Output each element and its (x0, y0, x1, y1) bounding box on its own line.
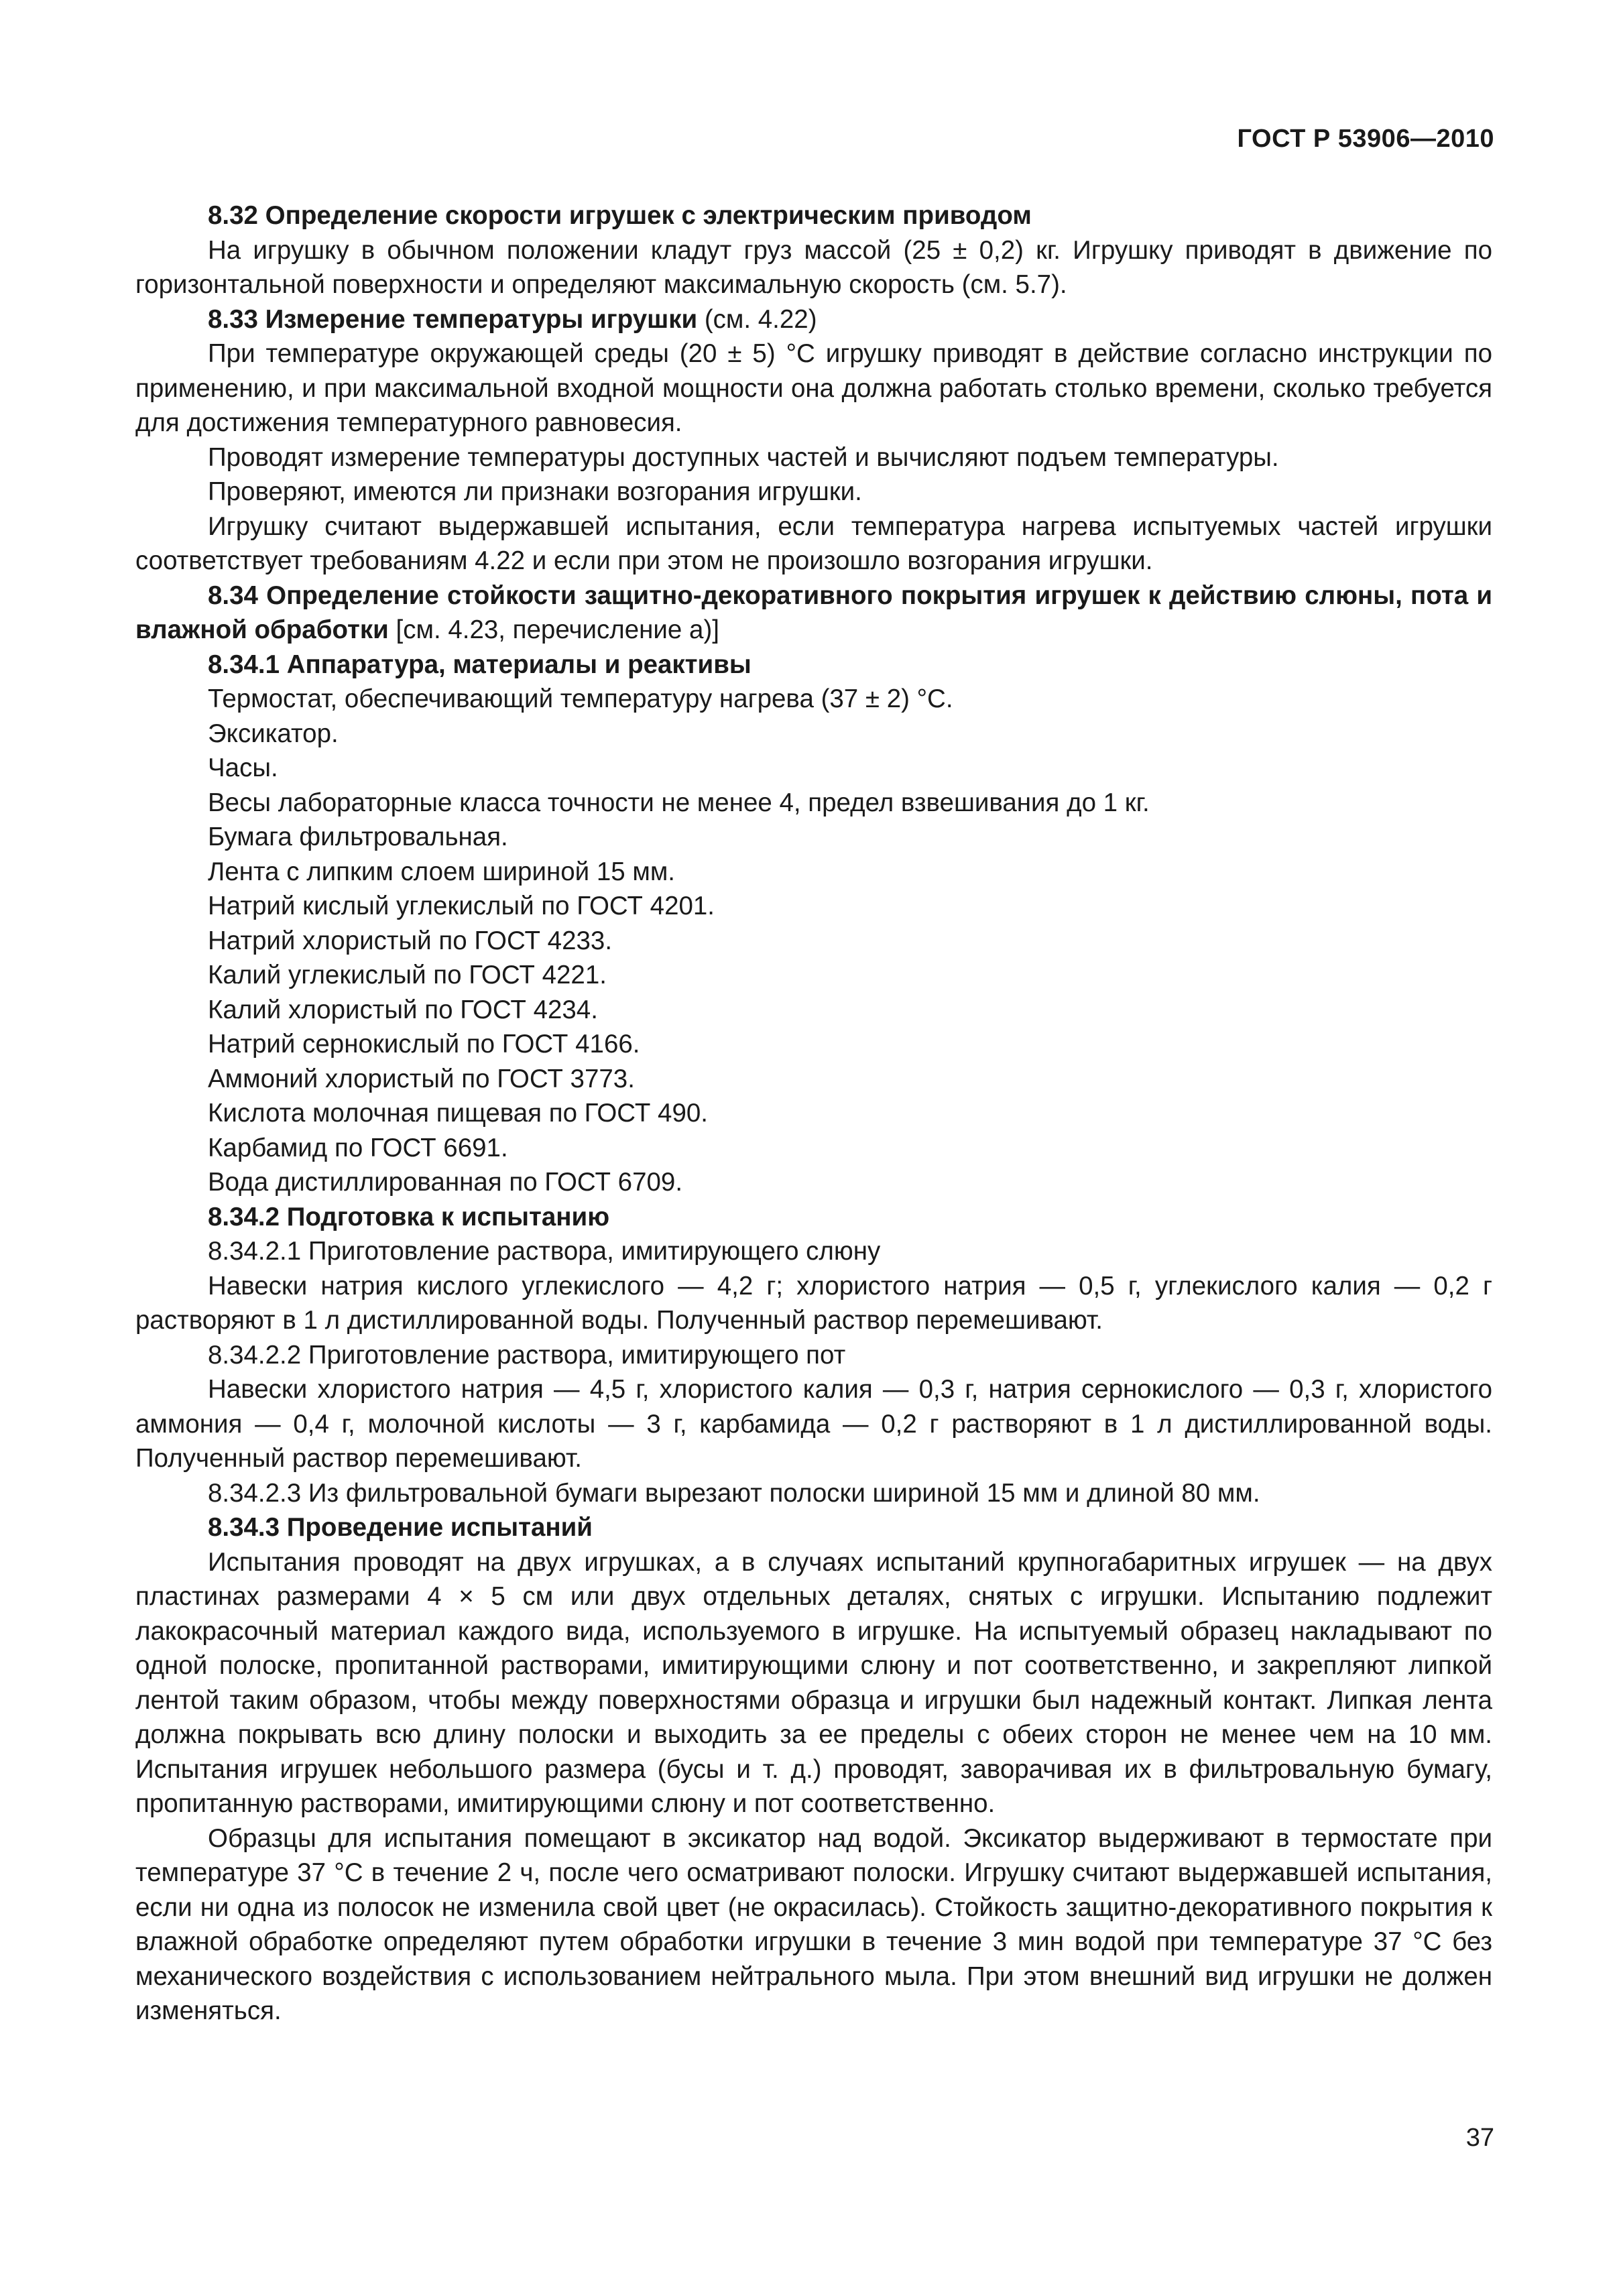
section-8-34-3-paragraph-2: Образцы для испытания помещают в эксикатор над водой. Эксикатор выдерживают в термостате при температуре 37 °С в течение 2 ч, после чего осматривают полоски. Игрушку считают выдержавшей испытания, если ни одна из полосок не изменила свой цвет (не окрасилась). Стойкость защитно-декоративного покрытия к влажной обработке определяют путем обработки игрушки в течение 3 мин водой при температуре 37 °С без механического воздействия с использованием нейтрального мыла. При этом внешний вид игрушки не должен изменяться. (135, 1823, 1492, 2025)
document-body (135, 198, 1492, 2029)
equipment-item: Лента с липким слоем шириной 15 мм. (208, 857, 676, 886)
section-8-34-2-heading: 8.34.2 Подготовка к испытанию (208, 1202, 610, 1231)
section-8-33-paragraph-4: Игрушку считают выдержавшей испытания, если температура нагрева испытуемых частей игрушки соответствует требованиям 4.22 и если при этом не произошло возгорания игрушки. (135, 511, 1492, 575)
equipment-item: Калий хлористый по ГОСТ 4234. (208, 995, 598, 1024)
section-8-34-2-2-title: 8.34.2.2 Приготовление раствора, имитирующего пот (208, 1340, 846, 1370)
section-8-34-2-1-title: 8.34.2.1 Приготовление раствора, имитирующего слюну (208, 1237, 881, 1266)
section-8-33-paragraph-3: Проверяют, имеются ли признаки возгорания игрушки. (208, 477, 862, 506)
equipment-item: Часы. (208, 753, 278, 782)
section-8-34-1-heading: 8.34.1 Аппаратура, материалы и реактивы (208, 650, 752, 679)
section-8-34-3-paragraph-1: Испытания проводят на двух игрушках, а в случаях испытаний крупногабаритных игрушек — на двух пластинах размерами 4 × 5 см или двух отдельных деталях, снятых с игрушки. Испытанию подлежит лакокрасочный материал каждого вида, используемого в игрушке. На испытуемый образец накладывают по одной полоске, пропитанной растворами, имитирующими слюну и пот соответственно, и закрепляют липкой лентой таким образом, чтобы между поверхностями образца и игрушки был надежный контакт. Липкая лента должна покрывать всю длину полоски и выходить за ее пределы с обеих сторон не менее чем на 10 мм. Испытания игрушек небольшого размера (бусы и т. д.) проводят, заворачивая их в фильтровальную бумагу, пропитанную растворами, имитирующими слюну и пот соответственно. (135, 1547, 1492, 1818)
equipment-item: Натрий кислый углекислый по ГОСТ 4201. (208, 892, 715, 920)
section-8-34-2-3-text: 8.34.2.3 Из фильтровальной бумаги вырезают полоски шириной 15 мм и длиной 80 мм. (208, 1478, 1260, 1508)
section-8-33-paragraph-2: Проводят измерение температуры доступных частей и вычисляют подъем температуры. (208, 442, 1279, 472)
equipment-item: Весы лабораторные класса точности не менее 4, предел взвешивания до 1 кг. (208, 788, 1150, 817)
equipment-item: Аммоний хлористый по ГОСТ 3773. (208, 1064, 635, 1093)
section-8-33-heading: 8.33 Измерение температуры игрушки (см. 4.22) (208, 304, 817, 334)
equipment-item: Карбамид по ГОСТ 6691. (208, 1133, 508, 1162)
equipment-item: Калий углекислый по ГОСТ 4221. (208, 961, 607, 989)
equipment-item: Эксикатор. (208, 719, 339, 748)
equipment-item: Термостат, обеспечивающий температуру нагрева (37 ± 2) °С. (208, 684, 953, 713)
section-8-33-paragraph-1: При температуре окружающей среды (20 ± 5) °С игрушку приводят в действие согласно инструкции по применению, и при максимальной входной мощности она должна работать столько времени, сколько требуется для достижения температурного равновесия. (135, 339, 1492, 437)
standard-header: ГОСТ Р 53906—2010 (1237, 125, 1494, 153)
section-8-32-text: На игрушку в обычном положении кладут груз массой (25 ± 0,2) кг. Игрушку приводят в движение по горизонтальной поверхности и определяют максимальную скорость (см. 5.7). (135, 235, 1492, 299)
equipment-item: Натрий сернокислый по ГОСТ 4166. (208, 1030, 640, 1059)
equipment-item: Кислота молочная пищевая по ГОСТ 490. (208, 1099, 708, 1128)
equipment-item: Бумага фильтровальная. (208, 823, 508, 851)
section-8-34-3-heading: 8.34.3 Проведение испытаний (208, 1513, 593, 1542)
section-8-32-heading: 8.32 Определение скорости игрушек с электрическим приводом (208, 201, 1032, 230)
section-8-34-2-2-text: Навески хлористого натрия — 4,5 г, хлористого калия — 0,3 г, натрия сернокислого — 0,3 г, хлористого аммония — 0,4 г, молочной кислоты — 3 г, карбамида — 0,2 г растворяют в 1 л дистиллированной воды. Полученный раствор перемешивают. (135, 1375, 1492, 1473)
page-number: 37 (1465, 2124, 1494, 2152)
equipment-item: Вода дистиллированная по ГОСТ 6709. (208, 1168, 683, 1197)
section-8-34-heading: 8.34 Определение стойкости защитно-декоративного покрытия игрушек к действию слюны, пота и влажной обработки [см. 4.23, перечисление а)] (135, 581, 1492, 644)
equipment-item: Натрий хлористый по ГОСТ 4233. (208, 926, 613, 955)
section-8-34-2-1-text: Навески натрия кислого углекислого — 4,2 г; хлористого натрия — 0,5 г, углекислого калия — 0,2 г растворяют в 1 л дистиллированной воды. Полученный раствор перемешивают. (135, 1271, 1492, 1335)
